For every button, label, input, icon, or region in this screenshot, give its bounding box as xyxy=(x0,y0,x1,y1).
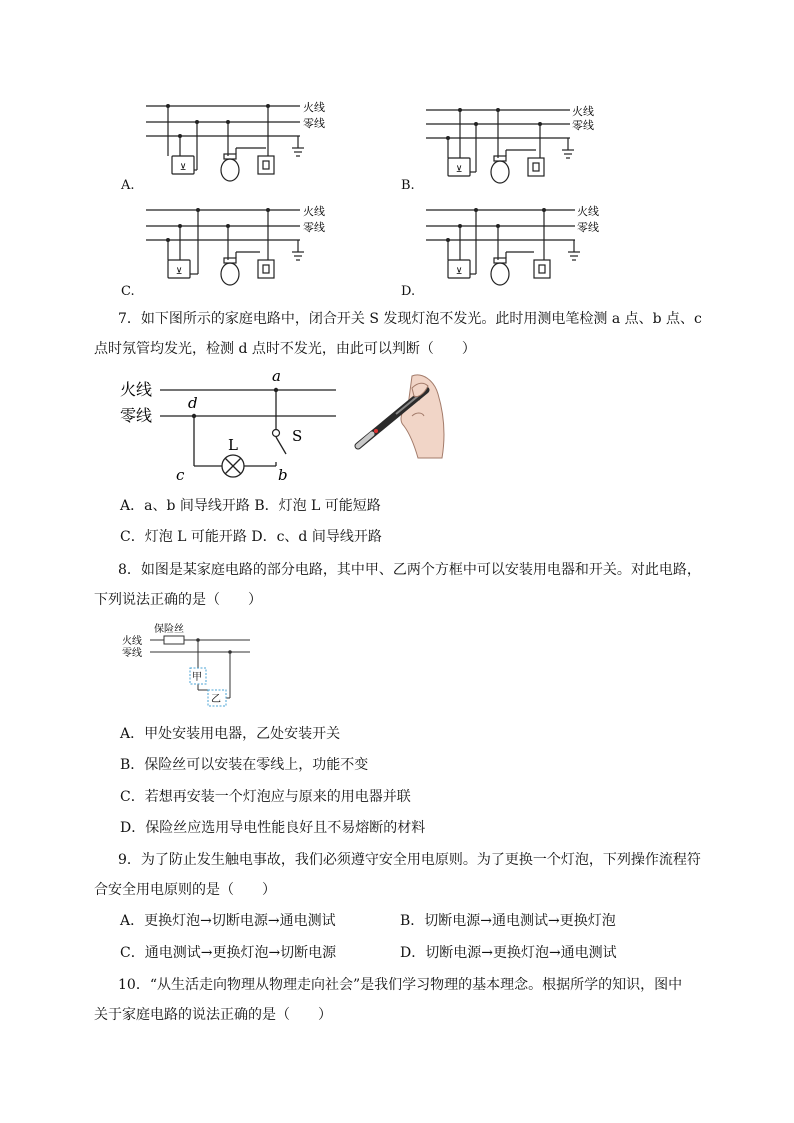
svg-text:⊻: ⊻ xyxy=(179,163,187,173)
q8-stem-line2: 下列说法正确的是（ ） xyxy=(94,592,262,608)
point-a-label: a xyxy=(272,367,281,385)
q7-stem-line2: 点时氖管均发光，检测 d 点时不发光，由此可以判断（ ） xyxy=(94,341,476,357)
option-letter: C. xyxy=(121,284,135,299)
q9-option-a: A．更换灯泡→切断电源→通电测试 xyxy=(120,913,336,929)
fire-wire-label: 火线 xyxy=(303,205,325,218)
neutral-wire-label: 零线 xyxy=(303,117,325,130)
q8-option-d: D．保险丝应选用导电性能良好且不易熔断的材料 xyxy=(120,820,426,836)
svg-text:⊻: ⊻ xyxy=(175,267,183,277)
test-pen-hand-illustration xyxy=(352,370,450,462)
neutral-wire-label: 零线 xyxy=(577,221,599,234)
fire-wire-label: 火线 xyxy=(572,105,594,118)
fuse-label: 保险丝 xyxy=(154,624,184,635)
neutral-wire-label: 零线 xyxy=(122,648,142,659)
option-letter: B. xyxy=(401,178,415,193)
q8-option-b: B．保险丝可以安装在零线上，功能不变 xyxy=(120,757,369,773)
box-yi-label: 乙 xyxy=(211,694,221,705)
q8-option-c: C．若想再安装一个灯泡应与原来的用电器并联 xyxy=(120,789,411,805)
neutral-wire-label: 零线 xyxy=(120,406,153,425)
neutral-wire-label: 零线 xyxy=(303,221,325,234)
svg-text:⊻: ⊻ xyxy=(455,165,463,175)
option-letter: D. xyxy=(401,284,416,299)
q6-figure-b xyxy=(420,98,620,194)
fire-wire-label: 火线 xyxy=(577,205,599,218)
fire-wire-label: 火线 xyxy=(122,636,142,647)
q6-figure-c xyxy=(140,200,340,296)
fire-wire-label: 火线 xyxy=(303,101,325,114)
q6-figure-d xyxy=(420,200,620,296)
q8-stem-line1: 8．如图是某家庭电路的部分电路，其中甲、乙两个方框中可以安装用电器和开关。对此电路， xyxy=(118,562,701,578)
q9-option-c: C．通电测试→更换灯泡→切断电源 xyxy=(120,945,337,961)
neutral-wire-label: 零线 xyxy=(572,119,594,132)
q9-option-d: D．切断电源→更换灯泡→通电测试 xyxy=(400,945,617,961)
q6-figure-a xyxy=(140,96,340,192)
q10-stem-line2: 关于家庭电路的说法正确的是（ ） xyxy=(94,1007,332,1023)
box-jia-label: 甲 xyxy=(192,672,202,683)
point-c-label: c xyxy=(176,466,185,484)
fire-wire-label: 火线 xyxy=(120,380,153,399)
q8-option-a: A．甲处安装用电器，乙处安装开关 xyxy=(120,726,341,742)
q8-circuit-figure xyxy=(120,620,260,712)
q7-options-line1: A．a、b 间导线开路 B．灯泡 L 可能短路 xyxy=(120,498,381,514)
option-letter: A. xyxy=(121,178,135,193)
q7-options-line2: C．灯泡 L 可能开路 D．c、d 间导线开路 xyxy=(120,529,382,545)
q7-circuit-figure xyxy=(118,366,348,484)
point-d-label: d xyxy=(188,394,198,412)
svg-text:⊻: ⊻ xyxy=(455,267,463,277)
q9-stem-line2: 合安全用电原则的是（ ） xyxy=(94,882,276,898)
q7-stem-line1: 7．如下图所示的家庭电路中，闭合开关 S 发现灯泡不发光。此时用测电笔检测 a 点、b 点、c xyxy=(118,311,702,327)
q9-stem-line1: 9．为了防止发生触电事故，我们必须遵守安全用电原则。为了更换一个灯泡，下列操作流程符 xyxy=(118,852,701,868)
lamp-label: L xyxy=(228,436,238,454)
q9-option-b: B．切断电源→通电测试→更换灯泡 xyxy=(400,913,616,929)
point-b-label: b xyxy=(278,466,288,484)
q10-stem-line1: 10．“从生活走向物理从物理走向社会”是我们学习物理的基本理念。根据所学的知识，图中 xyxy=(118,977,683,993)
switch-label: S xyxy=(292,427,303,445)
